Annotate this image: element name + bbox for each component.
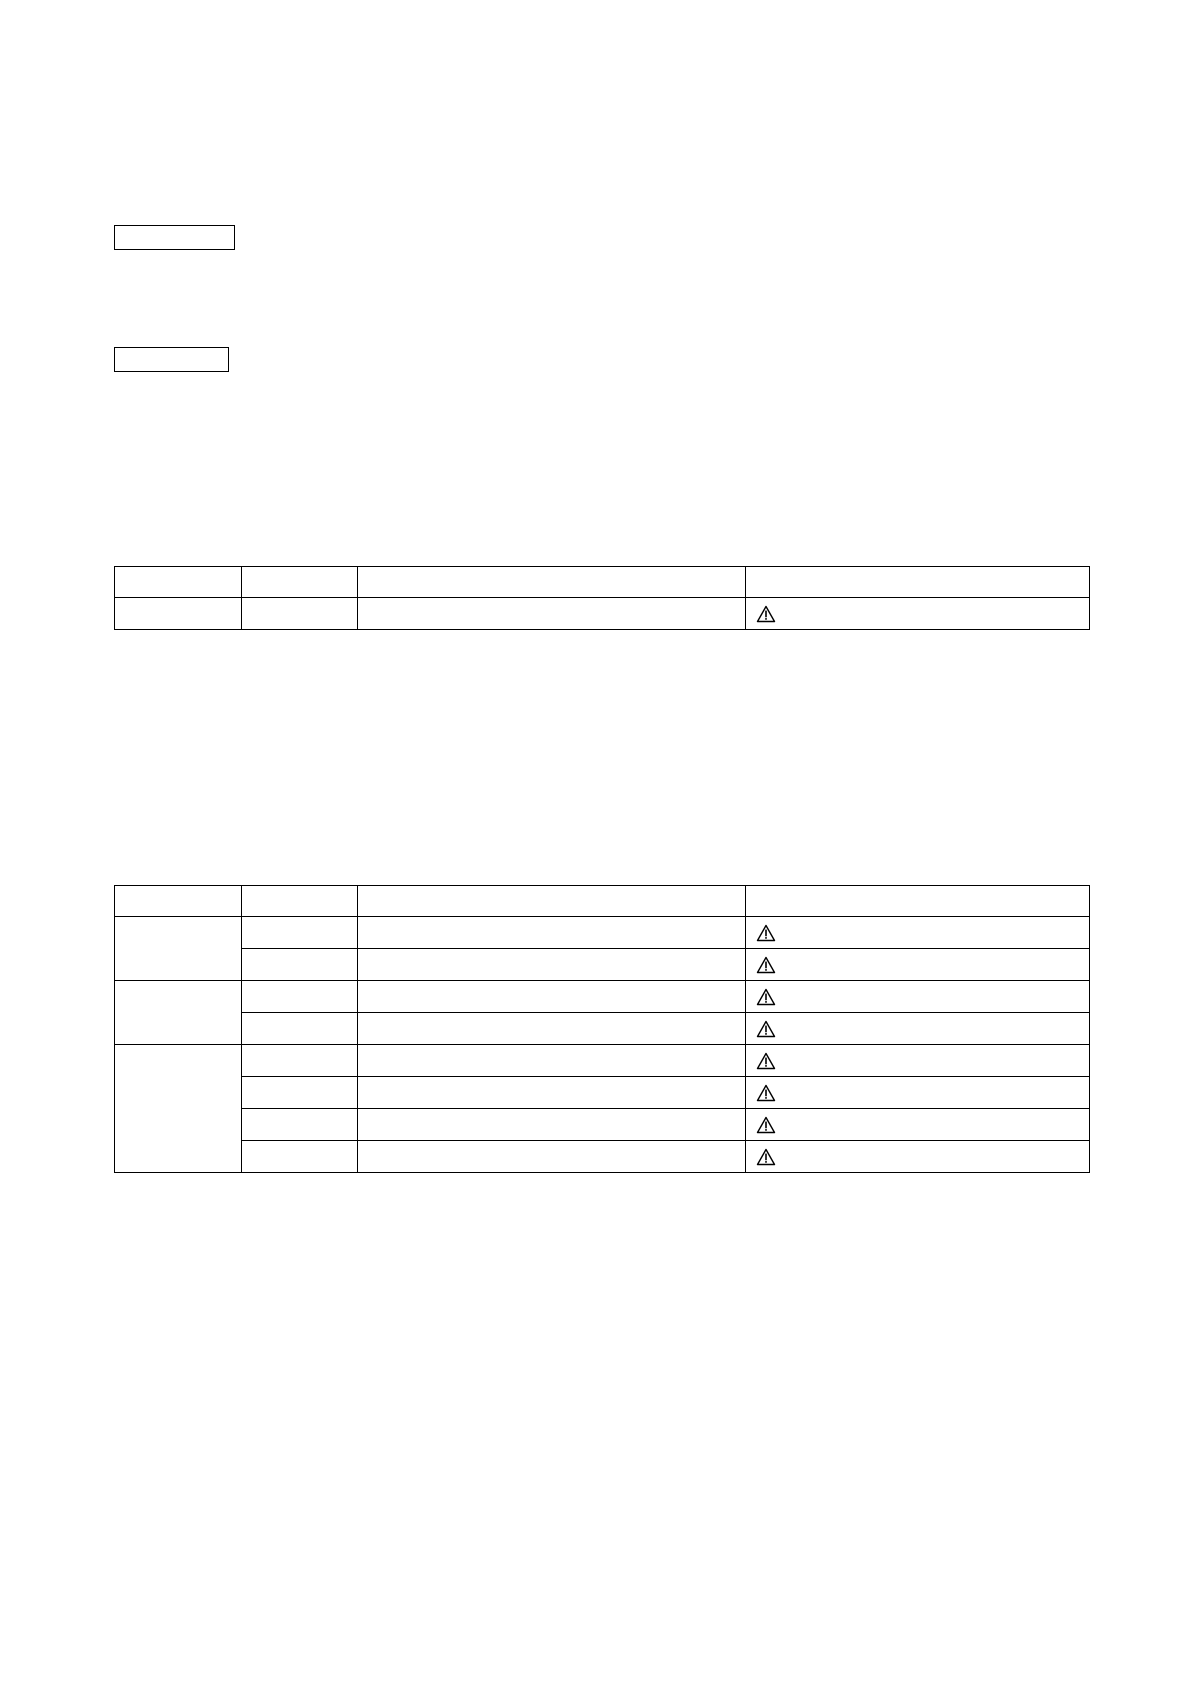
group-cell xyxy=(115,981,242,1045)
description-cell xyxy=(358,1045,746,1077)
warning-triangle-icon xyxy=(756,988,776,1006)
warning-triangle-icon xyxy=(756,924,776,942)
header-cell xyxy=(746,567,1090,598)
table-row xyxy=(115,981,1090,1013)
warning-triangle-icon xyxy=(756,605,776,623)
table-row xyxy=(115,1045,1090,1077)
warning-triangle-icon xyxy=(756,1020,776,1038)
icon-cell xyxy=(746,1109,1090,1141)
icon-cell xyxy=(746,949,1090,981)
header-cell xyxy=(115,886,242,917)
table-row xyxy=(115,1141,1090,1173)
description-cell xyxy=(358,1013,746,1045)
table-row xyxy=(115,1109,1090,1141)
description-cell xyxy=(358,1077,746,1109)
header-cell xyxy=(358,567,746,598)
code-cell xyxy=(242,598,358,630)
code-cell xyxy=(242,1109,358,1141)
group-cell xyxy=(115,917,242,981)
group-cell xyxy=(115,1045,242,1173)
code-cell xyxy=(242,917,358,949)
warning-triangle-icon xyxy=(756,1116,776,1134)
warning-triangle-icon xyxy=(756,1148,776,1166)
icon-cell xyxy=(746,1045,1090,1077)
table-row xyxy=(115,598,1090,630)
table-header-row xyxy=(115,567,1090,598)
warning-triangle-icon xyxy=(756,956,776,974)
table-2 xyxy=(114,885,1090,1173)
icon-cell xyxy=(746,917,1090,949)
label-box-1 xyxy=(114,225,235,250)
table-row xyxy=(115,1077,1090,1109)
code-cell xyxy=(242,981,358,1013)
description-cell xyxy=(358,981,746,1013)
label-box-2 xyxy=(114,347,229,372)
table-1 xyxy=(114,566,1090,630)
description-cell xyxy=(358,1141,746,1173)
description-cell xyxy=(358,1109,746,1141)
header-cell xyxy=(242,886,358,917)
description-cell xyxy=(358,917,746,949)
group-cell xyxy=(115,598,242,630)
code-cell xyxy=(242,1141,358,1173)
header-cell xyxy=(242,567,358,598)
table-header-row xyxy=(115,886,1090,917)
icon-cell xyxy=(746,1013,1090,1045)
description-cell xyxy=(358,949,746,981)
description-cell xyxy=(358,598,746,630)
icon-cell xyxy=(746,598,1090,630)
code-cell xyxy=(242,949,358,981)
header-cell xyxy=(115,567,242,598)
warning-triangle-icon xyxy=(756,1084,776,1102)
warning-triangle-icon xyxy=(756,1052,776,1070)
table-row xyxy=(115,917,1090,949)
table-row xyxy=(115,949,1090,981)
code-cell xyxy=(242,1077,358,1109)
header-cell xyxy=(746,886,1090,917)
icon-cell xyxy=(746,1077,1090,1109)
icon-cell xyxy=(746,1141,1090,1173)
table-row xyxy=(115,1013,1090,1045)
code-cell xyxy=(242,1013,358,1045)
icon-cell xyxy=(746,981,1090,1013)
code-cell xyxy=(242,1045,358,1077)
header-cell xyxy=(358,886,746,917)
